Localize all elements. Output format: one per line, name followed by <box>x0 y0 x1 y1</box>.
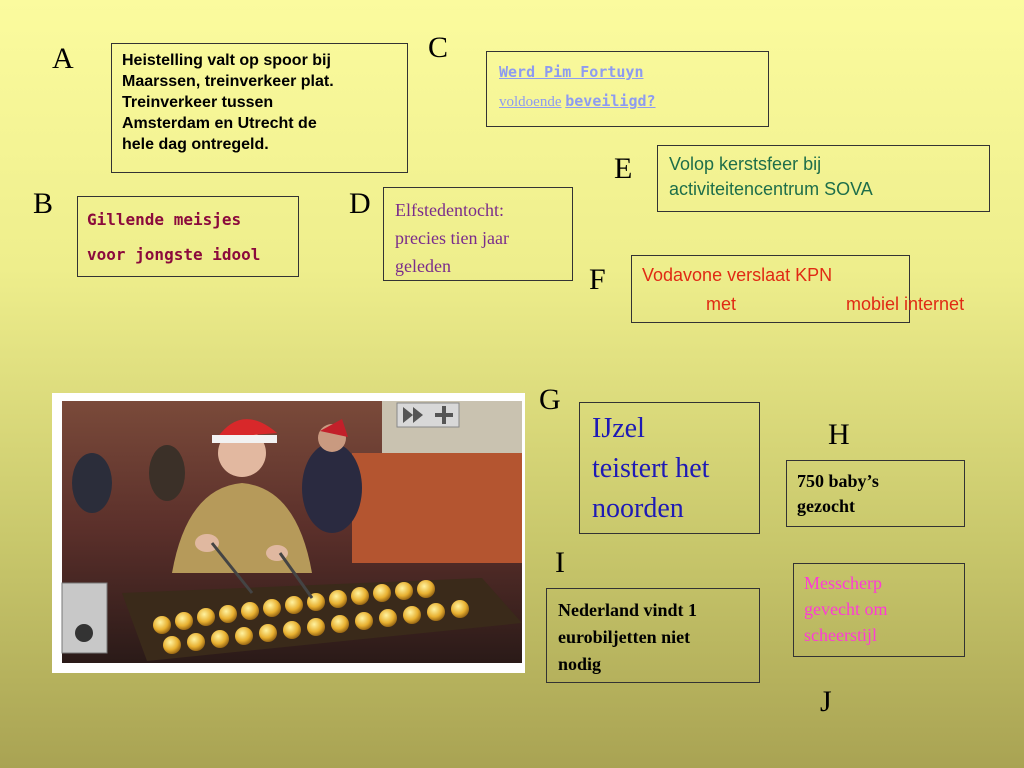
headline-j-line: scheerstijl <box>804 625 877 645</box>
label-g: G <box>539 383 561 416</box>
headline-j-line: gevecht om <box>804 599 888 619</box>
headline-d-line: geleden <box>395 256 451 276</box>
market-photo-image <box>52 393 525 673</box>
headline-g-line: teistert het <box>592 453 710 484</box>
headline-i-line: Nederland vindt 1 <box>558 600 698 620</box>
headline-j-line: Messcherp <box>804 573 882 593</box>
headline-h-line: gezocht <box>797 496 855 516</box>
headline-box-f <box>631 255 965 323</box>
label-a: A <box>52 42 74 75</box>
headline-f-part: Vodavone verslaat KPN <box>642 265 833 285</box>
headline-e-line: activiteitencentrum SOVA <box>669 179 873 199</box>
headline-box-a <box>111 43 408 173</box>
label-j: J <box>820 685 832 718</box>
label-e: E <box>614 152 633 185</box>
headline-b-line: voor jongste idool <box>87 245 261 264</box>
headline-c-link-part[interactable]: beveiligd? <box>565 92 656 110</box>
headline-c-link[interactable]: Werd Pim Fortuyn <box>499 63 644 81</box>
headline-a-line: Treinverkeer tussen <box>122 94 274 111</box>
headline-f-part: met <box>706 294 737 314</box>
label-h: H <box>828 418 850 451</box>
label-b: B <box>33 187 54 220</box>
forward-add-icon <box>397 403 459 427</box>
label-c: C <box>428 31 449 64</box>
market-photo <box>52 393 525 673</box>
headline-box-j <box>793 563 965 657</box>
headline-c-link-part[interactable]: voldoende <box>499 94 562 110</box>
headline-d-line: precies tien jaar <box>395 228 509 248</box>
headline-i-line: eurobiljetten niet <box>558 627 691 647</box>
headline-box-d <box>383 187 573 281</box>
headline-box-h <box>786 460 965 527</box>
headline-h-line: 750 baby’s <box>797 471 879 491</box>
label-f: F <box>589 263 606 296</box>
headline-f-part: mobiel internet <box>846 294 965 314</box>
headline-a-line: Amsterdam en Utrecht de <box>122 115 317 132</box>
headline-box-i <box>546 588 760 683</box>
headline-g-line: noorden <box>592 493 684 524</box>
label-d: D <box>349 187 371 220</box>
headline-b-line: Gillende meisjes <box>87 210 242 229</box>
headline-g-line: IJzel <box>592 413 645 444</box>
headline-box-g <box>579 402 760 534</box>
headline-box-e <box>657 145 990 212</box>
headline-a-line: Heistelling valt op spoor bij <box>122 52 331 69</box>
headline-e-line: Volop kerstsfeer bij <box>669 154 822 174</box>
headline-i-line: nodig <box>558 654 602 674</box>
headline-a-line: Maarssen, treinverkeer plat. <box>122 73 334 90</box>
headline-box-b <box>77 196 299 277</box>
label-i: I <box>555 546 565 579</box>
headline-d-line: Elfstedentocht: <box>395 200 504 220</box>
headline-box-c <box>486 51 769 127</box>
headline-a-line: hele dag ontregeld. <box>122 136 269 153</box>
